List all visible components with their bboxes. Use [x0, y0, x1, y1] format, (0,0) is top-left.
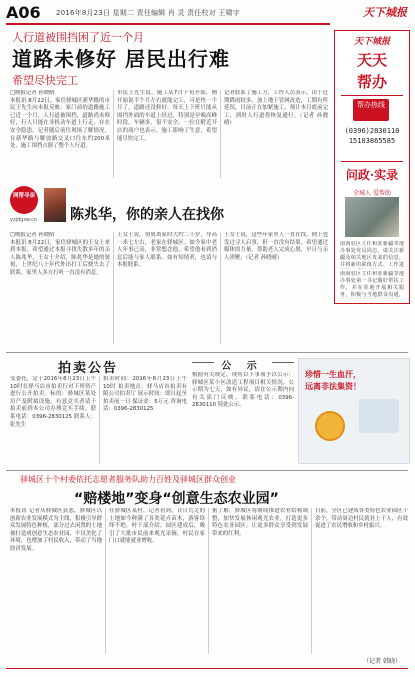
sidebar-box — [334, 30, 410, 304]
section-rule — [6, 470, 408, 471]
sidebar-photo — [345, 197, 399, 237]
ad-slogan-line2: 远离非法集资！ — [305, 382, 361, 391]
title-rule — [272, 362, 294, 363]
ad-slogan-line1: 珍惜一生血汗， — [305, 370, 361, 379]
sidebar-text: 南海驻区主任和驻新疆等地办事处第一书记做好帮扶工作，并在驻地开展相关服务，积极与当地群众沟通， — [340, 271, 404, 298]
article-headline: 陈兆华，你的亲人在找你 — [70, 207, 224, 223]
column-divider — [113, 232, 114, 344]
article-headline: “赔楼地”变身“创意生态农业园” — [74, 491, 279, 507]
article-column: 市民王先生说，施工从7月下旬开始，刚开始说半个月左右就能完工，可是快一个月了，道路还没修好。每天上下班只能从围挡外面的车道上经过，特别是早晚高峰时段，车辆多，很不安全。一位在附近开店的商户也表示，施工影响了生意，希望能尽快完工。 — [117, 90, 217, 142]
article-subhead: 希望尽快完工 — [12, 74, 78, 87]
page-number: A06 — [6, 3, 41, 22]
article-column: 本报讯 记者从驿城区获悉，驿城区以创新农业发展模式为主线，积极引导群众发展特色种植，部分过去闲置的土地被打造成创意生态农业园，不仅美化了环境，也增加了村民收入，带动了当地经济发展。 — [10, 508, 102, 552]
article-kicker: 人行道被围挡困了近一个月 — [12, 31, 144, 44]
article-column: 据了解，驿城区将继续推进农业结构调整，加快发展休闲观光农业，打造更多特色农业园区，让更多群众享受到发展带来的红利。 — [212, 508, 308, 537]
article-kicker: 驿城区十个村委依托志愿者服务队助力百姓及驿城区群众创业 — [20, 475, 236, 484]
public-notice-text: 根据有关规定，现将以下事项予以公示：驿城区某小区改造工程项目相关情况，公示期为七天，如有异议，请在公示期内向有关部门反映。联系电话：0396-2830110 特此公示。 — [192, 372, 294, 409]
section-subtitle: 全城人 爱帮助 — [353, 190, 391, 197]
section-badge: 网帮寻亲 — [10, 186, 38, 214]
column-title — [341, 35, 403, 91]
page-meta: 2016年8月23日 星期二 责任编辑 肖 灵 责任校对 王啸宇 — [56, 9, 240, 17]
column-brand: 天下城报 — [353, 37, 390, 47]
article-column: □晚报记者 孙晓晴 本报讯 8月22日，家住驿城区新华路的市民王先生向本报反映：家门前的道路施工已近一个月，人行道被围挡，道路尚未修好，行人只能在非机动车道上行走，存在安全隐患。记者随后前往现场了解情况。在新华路与解放路交叉口往东约200米处，施工围挡占据了整个人行道。 — [10, 90, 110, 150]
column-divider — [220, 90, 221, 178]
article-column: 王女士说，舅舅离家时大约二十岁，身高一米七左右，老家在驿城区。如今家中老人年事已高，非常想念他，希望他看到消息后能与家人联系。如有知情者，也请与本报联系。 — [117, 232, 217, 269]
section-title: 问政·实录 — [345, 168, 399, 182]
sidebar-divider — [341, 161, 403, 162]
article-column: 记者联系了施工方，工作人员表示，由于近期降雨较多，加上地下管网改造，工期有所延误，目前正在加紧施工，预计本月底前完工，到时人行道将恢复通行。（记者 孙晓晴） — [224, 90, 328, 127]
title-rule — [192, 362, 214, 363]
header-rule — [6, 23, 330, 25]
column-divider — [113, 90, 114, 178]
public-notice-title: 公 示 — [221, 361, 263, 372]
hotline-box — [341, 99, 403, 159]
article-column: 王女士说，这些年家里人一直在找，网上也发过寻人启事，但一直没有结果。希望通过媒体的力量，帮助老人完成心愿，早日与亲人团聚。（记者 孙晓晴） — [224, 232, 328, 261]
hotline-icon: 帮办热线 — [353, 99, 389, 121]
column-divider — [99, 376, 100, 464]
section-rule — [6, 352, 408, 353]
brand-logo: 天下城报 — [363, 6, 407, 19]
public-service-ad — [298, 358, 410, 464]
notice-text: 拍卖时间：2016年8月23日上午10时 拍卖地点：驿马店市拍卖有限公司拍卖厅 展示时间：即日起至拍卖前一日 保证金：5万元 咨询电话：0396-2830125 — [103, 376, 187, 413]
footer-rule — [6, 668, 408, 669]
article-headline: 道路未修好 居民出行难 — [12, 47, 230, 71]
column-divider — [105, 508, 106, 654]
coin-icon — [315, 411, 345, 441]
column-divider — [311, 508, 312, 654]
column-title-line1: 天天 — [356, 51, 387, 69]
hotline-mobile: 15103865585 — [348, 137, 396, 145]
sidebar-divider — [341, 95, 403, 96]
page-header — [0, 0, 415, 24]
sidebar-text: 南海驻区主任和驻新疆等地办事处党员同志，请关注新疆及相关地区发来的信息，并将新的联络方式、工作进 — [340, 241, 404, 268]
ad-slogan — [305, 369, 361, 393]
article-column: 目前，全区已建成各类特色农业园区十余个，带动周边村民就业上千人，有效促进了农民增收和乡村振兴。 — [315, 508, 408, 530]
notice-text: 受委托，定于2016年8月23日上午10时在驿马店市拍卖行对下列资产进行公开拍卖。标的：驿城区某处房产及附属设施。有意竞买者请于拍卖前到本公司办理竞买手续。联系电话：0396-2830125 联系人：张先生 — [10, 376, 96, 428]
ad-illustration — [359, 399, 399, 433]
section-badge-url: yzjdgsw.cn — [10, 217, 38, 223]
article-column: □晚报记者 孙晓晴 本报讯 8月22日，家住驿城区的王女士来到本报，希望通过本报寻找失散多年的亲人陈兆华。王女士介绍，陈兆华是她的舅舅，上世纪八十年代外出打工后便失去了联系，家里人多方打听一直没有消息。 — [10, 232, 110, 276]
article-column: 在驿城区某村，记者看到，昔日荒芜的土地如今种满了各类花卉苗木，游客络绎不绝。村干部介绍，园区建成后，吸引了大批市民前来观光采摘，村民在家门口就能就业增收。 — [109, 508, 205, 545]
column-title-line2: 帮办 — [356, 73, 387, 91]
editor-credit: （记者 韩晓） — [363, 658, 401, 665]
column-divider — [220, 232, 221, 344]
column-divider — [208, 508, 209, 654]
notice-title: 拍卖公告 — [58, 361, 119, 376]
person-photo — [44, 188, 66, 222]
hotline-phone: (0396)2830110 — [344, 127, 400, 135]
